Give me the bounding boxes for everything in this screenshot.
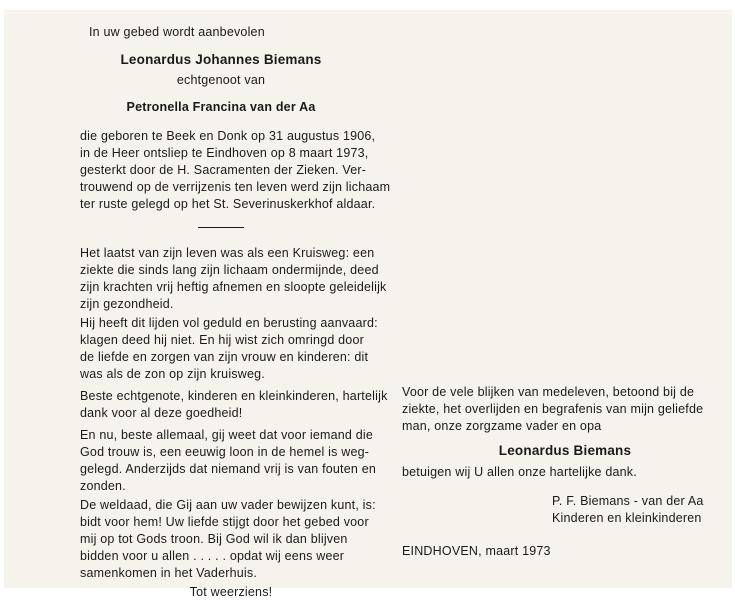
thanks-line: Voor de vele blijken van medeleven, betoond bij de xyxy=(402,385,695,399)
text-line: Hij heeft dit lijden vol geduld en berusting aanvaard: xyxy=(80,316,378,330)
text-line: mij op tot Gods troon. Bij God wil ik dan blijven xyxy=(80,532,348,546)
thanks-paragraph xyxy=(402,384,728,435)
text-line: de liefde en zorgen van zijn vrouw en kinderen: dit xyxy=(80,350,369,364)
text-line: bidden voor u allen . . . . . opdat wij eens weer xyxy=(80,549,345,563)
thanks-closing: betuigen wij U allen onze hartelijke dank. xyxy=(402,465,637,479)
thanks-line: ziekte, het overlijden en begrafenis van mijn geliefde xyxy=(402,402,704,416)
paragraph-lijden xyxy=(80,315,378,383)
text-line: zijn gezondheid. xyxy=(80,297,174,311)
text-line: zijn krachten vrij heftig afnemen en sloopte geleidelijk xyxy=(80,280,387,294)
right-column xyxy=(402,384,728,560)
spouse-name: Petronella Francina van der Aa xyxy=(126,100,316,114)
signer-line: Kinderen en kleinkinderen xyxy=(552,511,702,525)
text-line: gelegd. Anderzijds dat niemand vrij is van fouten en xyxy=(80,462,376,476)
text-line: zonden. xyxy=(80,479,126,493)
biography-paragraph xyxy=(80,128,391,213)
spouse-label: echtgenoot van xyxy=(176,73,266,87)
paragraph-loon xyxy=(80,427,376,495)
text-line: En nu, beste allemaal, gij weet dat voor iemand die xyxy=(80,428,374,442)
text-line: De weldaad, die Gij aan uw vader bewijzen kunt, is: xyxy=(80,498,376,512)
scan-edge-top xyxy=(0,0,735,10)
thanks-name: Leonardus Biemans xyxy=(498,443,632,458)
text-line: God trouw is, een eeuwig loon in de hemel is weg- xyxy=(80,445,370,459)
text-line: Beste echtgenote, kinderen en kleinkinderen, hartelijk xyxy=(80,389,388,403)
text-line: ziekte die sinds lang zijn lichaam ondermijnde, deed xyxy=(80,263,379,277)
place-date: EINDHOVEN, maart 1973 xyxy=(402,544,551,558)
text-line: dank voor al deze goedheid! xyxy=(80,406,243,420)
text-line: Het laatst van zijn leven was als een Kruisweg: een xyxy=(80,246,375,260)
bio-line: die geboren te Beek en Donk op 31 augustus 1906, xyxy=(80,129,376,143)
text-line: samenkomen in het Vaderhuis. xyxy=(80,566,257,580)
text-line: was als de zon op zijn kruisweg. xyxy=(80,367,265,381)
bio-line: gesterkt door de H. Sacramenten der Zieken. Ver- xyxy=(80,163,367,177)
paragraph-dank xyxy=(80,388,388,422)
bio-line: in de Heer ontsliep te Eindhoven op 8 maart 1973, xyxy=(80,146,369,160)
section-divider xyxy=(198,227,244,228)
closing-line: Tot weerziens! xyxy=(189,585,273,599)
bio-line: trouwend op de verrijzenis ten leven werd zijn lichaam xyxy=(80,180,391,194)
text-line: bidt voor hem! Uw liefde stijgt door het gebed voor xyxy=(80,515,369,529)
signer-line: P. F. Biemans - van der Aa xyxy=(552,494,704,508)
paragraph-gebed xyxy=(80,497,376,582)
signer-block xyxy=(402,493,728,527)
paragraph-kruisweg xyxy=(80,245,387,313)
scan-edge-left xyxy=(0,0,4,593)
left-column xyxy=(80,24,391,601)
deceased-name: Leonardus Johannes Biemans xyxy=(120,52,322,67)
text-line: klagen deed hij niet. En hij wist zich omringd door xyxy=(80,333,364,347)
bio-line: ter ruste gelegd op het St. Severinuskerkhof aldaar. xyxy=(80,197,376,211)
intro-text: In uw gebed wordt aanbevolen xyxy=(89,25,265,39)
thanks-line: man, onze zorgzame vader en opa xyxy=(402,419,602,433)
